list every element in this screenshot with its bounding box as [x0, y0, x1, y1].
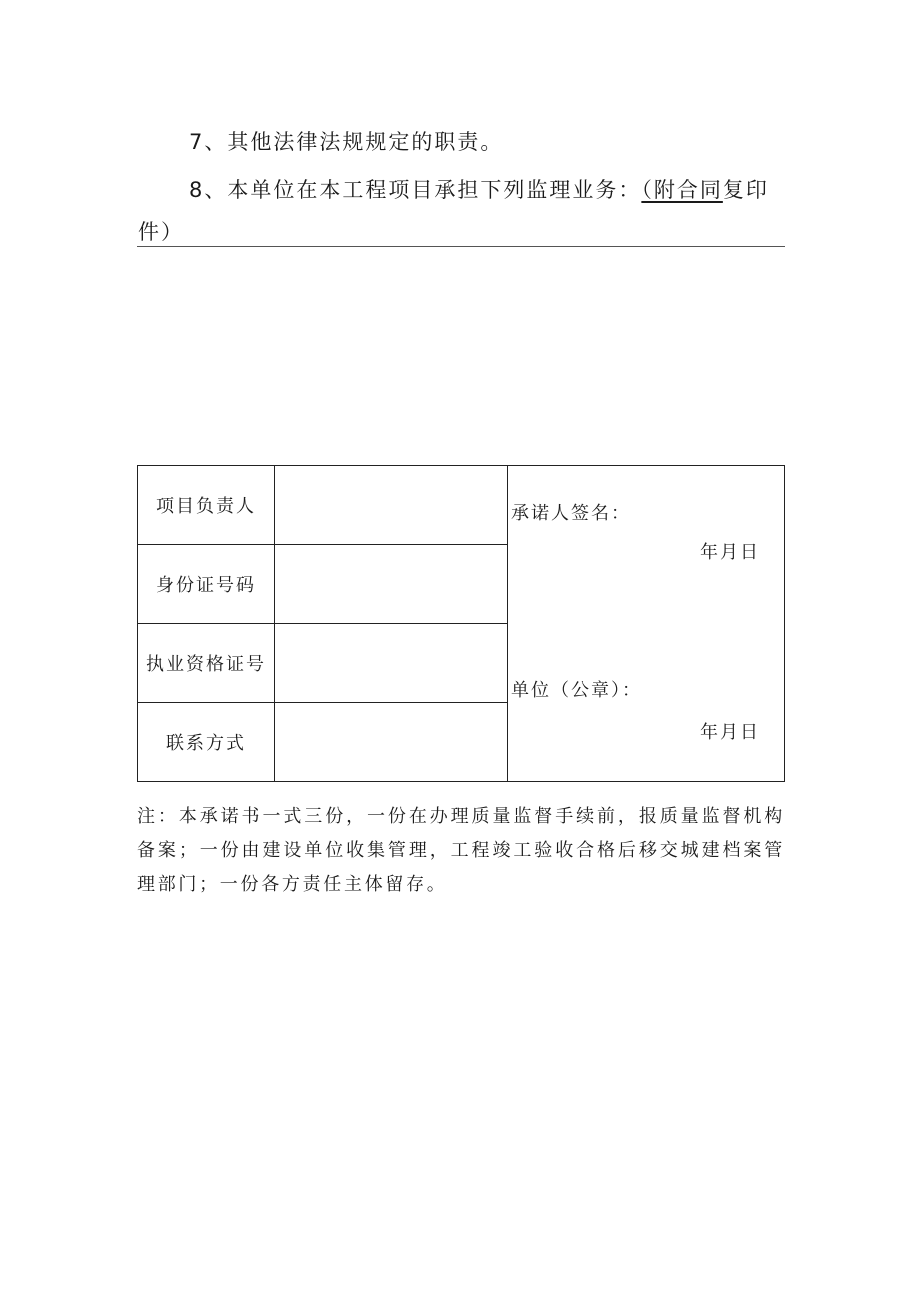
contact-field[interactable] [275, 703, 508, 782]
item-8-underlined-text: （附合同 [641, 178, 723, 202]
id-number-label: 身份证号码 [138, 545, 275, 624]
fill-in-line [137, 246, 785, 247]
signature-cell [508, 466, 785, 782]
item-8-suffix: 复印 [722, 178, 769, 202]
id-number-field[interactable] [275, 545, 508, 624]
commitment-table [137, 465, 785, 782]
footnote: 注：本承诺书一式三份，一份在办理质量监督手续前，报质量监督机构备案；一份由建设单位收集管理，工程竣工验收合格后移交城建档案管理部门；一份各方责任主体留存。 [137, 806, 785, 895]
signature-date: 年月日 [700, 542, 760, 563]
table-row [138, 466, 785, 545]
item-8-continuation: 件） [138, 220, 184, 244]
item-7-text: 7、其他法律法规规定的职责。 [189, 130, 504, 154]
project-leader-field[interactable] [275, 466, 508, 545]
seal-label: 单位（公章）： [511, 680, 642, 701]
license-number-field[interactable] [275, 624, 508, 703]
item-8-text [189, 174, 769, 204]
project-leader-label: 项目负责人 [138, 466, 275, 545]
item-8-prefix: 8、本单位在本工程项目承担下列监理业务： [189, 178, 642, 202]
seal-date: 年月日 [700, 722, 760, 743]
license-number-label: 执业资格证号 [138, 624, 275, 703]
contact-label: 联系方式 [138, 703, 275, 782]
signature-label: 承诺人签名： [511, 503, 631, 524]
